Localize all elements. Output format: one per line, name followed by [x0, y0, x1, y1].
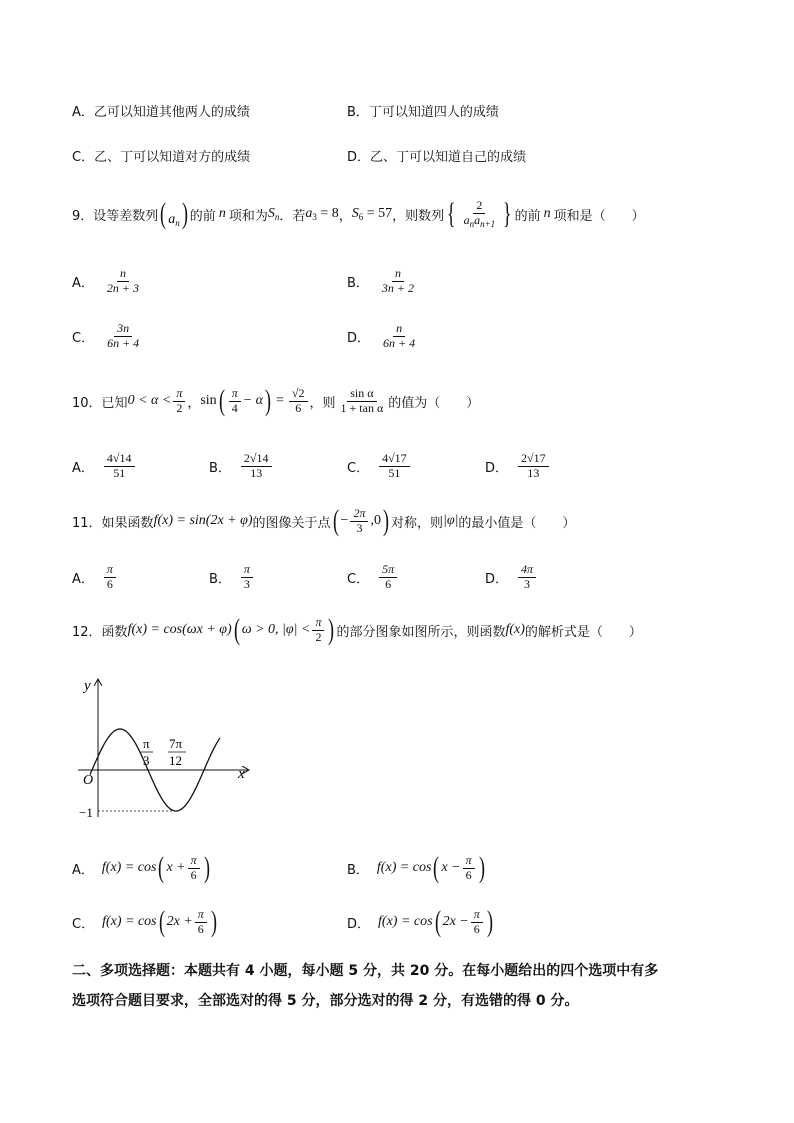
tick1-num: π — [143, 736, 150, 751]
q12-option-b: B． f(x) = cos ( x − $\frac{\pi}{6}$ ) — [347, 851, 485, 884]
q8-option-a: A．乙可以知道其他两人的成绩 — [72, 105, 250, 120]
q10-option-d: D． $\frac{2√17}{13}$ — [485, 448, 551, 484]
q9-stem: 9． 设等差数列 ( $a_n$) 的前 n 项和为 $S_n$ ．若 $a_3 = 8$ ， $S_6 = 57$ ，则数列 { $\frac{2}{a_na_{n+1}}$ } 的前 n 项和是（ ） — [72, 197, 645, 230]
q9-option-c: C． $\frac{3n}{6n + 4}$ — [72, 320, 140, 350]
y-axis-label: y — [84, 678, 91, 694]
tick2-num: 7π — [169, 736, 183, 751]
q12-graph — [70, 672, 260, 822]
q12-option-c: C． f(x) = cos ( 2x + $\frac{\pi}{6}$ ) — [72, 905, 217, 938]
q11-stem: 11． 如果函数 f(x) = sin(2x + φ) 的图像关于点 ( − $\frac{2\pi}{3}$ ,0 ) 对称，则 |φ| 的最小值是（ ） — [72, 504, 576, 537]
q10-option-a: A． $\frac{4√14}{51}$ — [72, 448, 137, 484]
neg-one-label: −1 — [79, 805, 93, 820]
q12-option-a: A． f(x) = cos ( x + $\frac{\pi}{6}$ ) — [72, 851, 210, 884]
q9-option-a: A． $\frac{n}{2n + 3}$ — [72, 265, 140, 295]
q11-option-d: D． $\frac{4\pi}{3}$ — [485, 559, 538, 595]
q11-option-b: B． $\frac{\pi}{3}$ — [209, 559, 255, 595]
q8-option-b: B．丁可以知道四人的成绩 — [347, 105, 499, 120]
q12-stem: 12． 函数 f(x) = cos(ωx + φ) ( ω > 0, |φ| < $\frac{\pi}{2}$ ) 的部分图象如图所示，则函数 f(x) 的解析式是（ ） — [72, 613, 642, 646]
q9-option-d: D． $\frac{n}{6n + 4}$ — [347, 320, 416, 350]
q10-option-b: B． $\frac{2√14}{13}$ — [209, 448, 274, 484]
q9-option-b: B． $\frac{n}{3n + 2}$ — [347, 265, 415, 295]
q8-option-c: C．乙、丁可以知道对方的成绩 — [72, 150, 251, 165]
origin-label: O — [83, 773, 94, 788]
q11-option-a: A． $\frac{\pi}{6}$ — [72, 559, 118, 595]
q8-option-d: D．乙、丁可以知道自己的成绩 — [347, 150, 527, 165]
tick2-den: 12 — [169, 753, 182, 768]
q10-option-c: C． $\frac{4√17}{51}$ — [347, 448, 412, 484]
q11-option-c: C． $\frac{5\pi}{6}$ — [347, 559, 399, 595]
x-axis-label: x — [238, 766, 245, 782]
q12-option-d: D． f(x) = cos ( 2x − $\frac{\pi}{6}$ ) — [347, 905, 493, 938]
q10-stem: 10． 已知 0 < α < $\frac{\pi}{2}$ ， sin ( $\frac{\pi}{4}$ − α ) = $\frac{√2}{6}$ ，则 $\frac{\text{sin α}}{\text{1 + tan α}}$ 的值为（ ） — [72, 384, 480, 417]
tick1-den: 3 — [143, 753, 150, 768]
section-2-heading: 二、多项选择题：本题共有 4 小题，每小题 5 分，共 20 分。在每小题给出的四个选项中有多 选项符合题目要求，全部选对的得 5 分，部分选对的得 2 分，有选错的得 0 分。 — [72, 963, 659, 1009]
